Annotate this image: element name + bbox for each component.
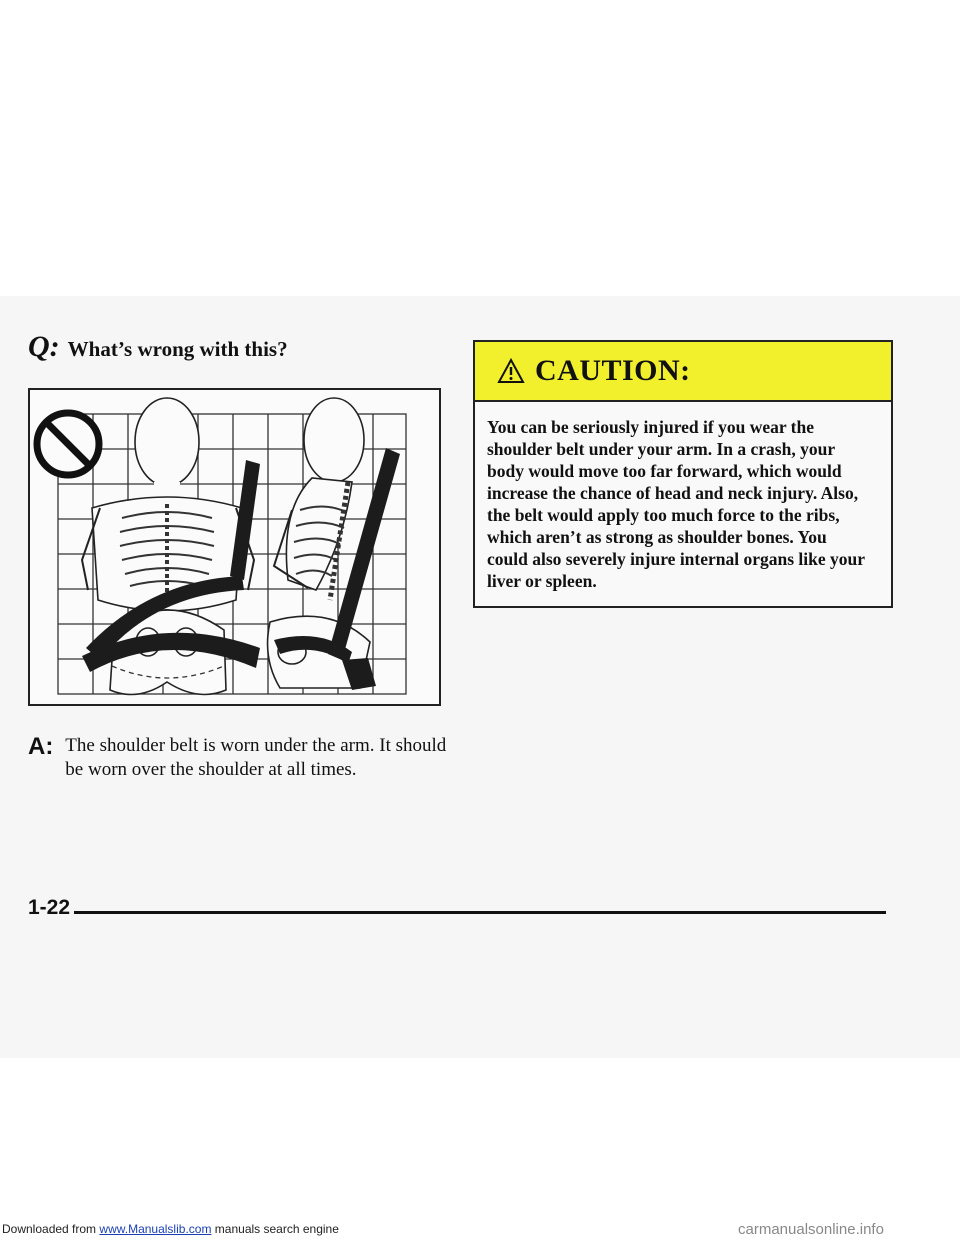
caution-box	[473, 340, 893, 608]
side-figure	[268, 398, 400, 690]
manualslib-link[interactable]: www.Manualslib.com	[99, 1222, 212, 1236]
answer-text: The shoulder belt is worn under the arm. It should be worn over the shoulder at all times.	[65, 735, 447, 780]
skeleton-seatbelt-drawing	[30, 390, 439, 704]
footer-suffix: manuals search engine	[214, 1222, 339, 1236]
answer-row	[28, 734, 448, 782]
prohibited-icon	[37, 413, 99, 475]
watermark: carmanualsonline.info	[738, 1221, 884, 1238]
caution-title: CAUTION:	[535, 354, 691, 387]
caution-header	[475, 342, 891, 402]
question-letter: Q:	[28, 330, 60, 363]
page-rule	[74, 911, 886, 914]
caution-text: You can be seriously injured if you wear the shoulder belt under your arm. In a crash, your body would move too far forward, which would increase the chance of head and neck injury. Also, the belt would apply too much force to the ribs, which aren’t as strong as shoulder bones. You could also severely injure internal organs like your liver or spleen.	[487, 417, 865, 591]
question-row	[28, 330, 288, 364]
answer-letter: A:	[28, 733, 54, 760]
top-margin	[0, 0, 960, 296]
footer-prefix: Downloaded from	[2, 1222, 97, 1236]
seatbelt-illustration	[28, 388, 441, 706]
warning-triangle-icon	[497, 358, 525, 384]
page-number: 1-22	[28, 896, 71, 919]
download-footer	[2, 1222, 339, 1236]
bottom-margin	[0, 1058, 960, 1242]
question-text: What’s wrong with this?	[67, 337, 288, 361]
